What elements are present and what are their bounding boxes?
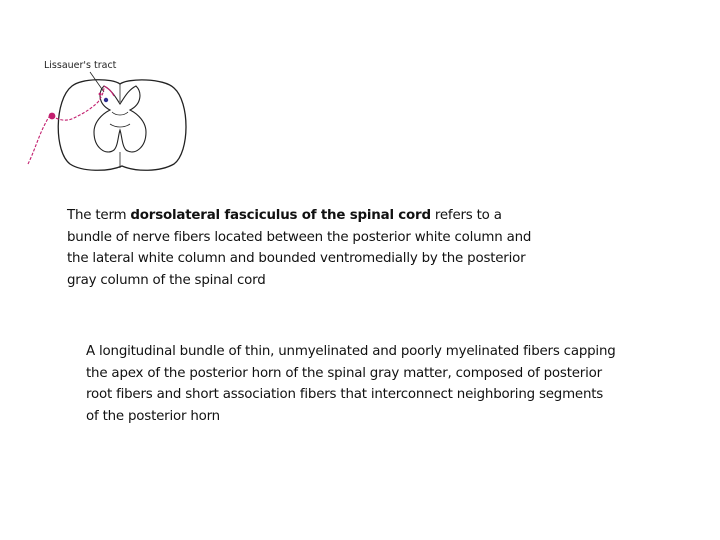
ganglion-marker <box>49 113 56 120</box>
tract-marker-blue <box>104 98 108 102</box>
spinal-cord-diagram <box>24 56 204 172</box>
spinal-cord-cross-section <box>24 56 204 172</box>
afferent-fiber-path <box>28 86 104 164</box>
definition-prefix: The term <box>67 208 131 223</box>
tract-marker-pink <box>99 93 102 96</box>
definition-term: dorsolateral fasciculus of the spinal cord <box>130 208 431 223</box>
description-paragraph: A longitudinal bundle of thin, unmyelinated and poorly myelinated fibers capping the apex of the posterior horn of the spinal gray matter, composed of posterior root fibers and short association fibers that interconnect neighboring segments of the posterior horn <box>86 344 616 424</box>
cord-outline <box>58 80 186 171</box>
definition-suffix: refers to a bundle of nerve fibers located between the posterior white column and the lateral white column and bounded ventromedially by the posterior gray column of the spinal cord <box>67 208 532 288</box>
lissauers-tract-label: Lissauer's tract <box>44 60 117 71</box>
central-region <box>110 112 130 127</box>
definition-paragraph <box>67 205 537 291</box>
